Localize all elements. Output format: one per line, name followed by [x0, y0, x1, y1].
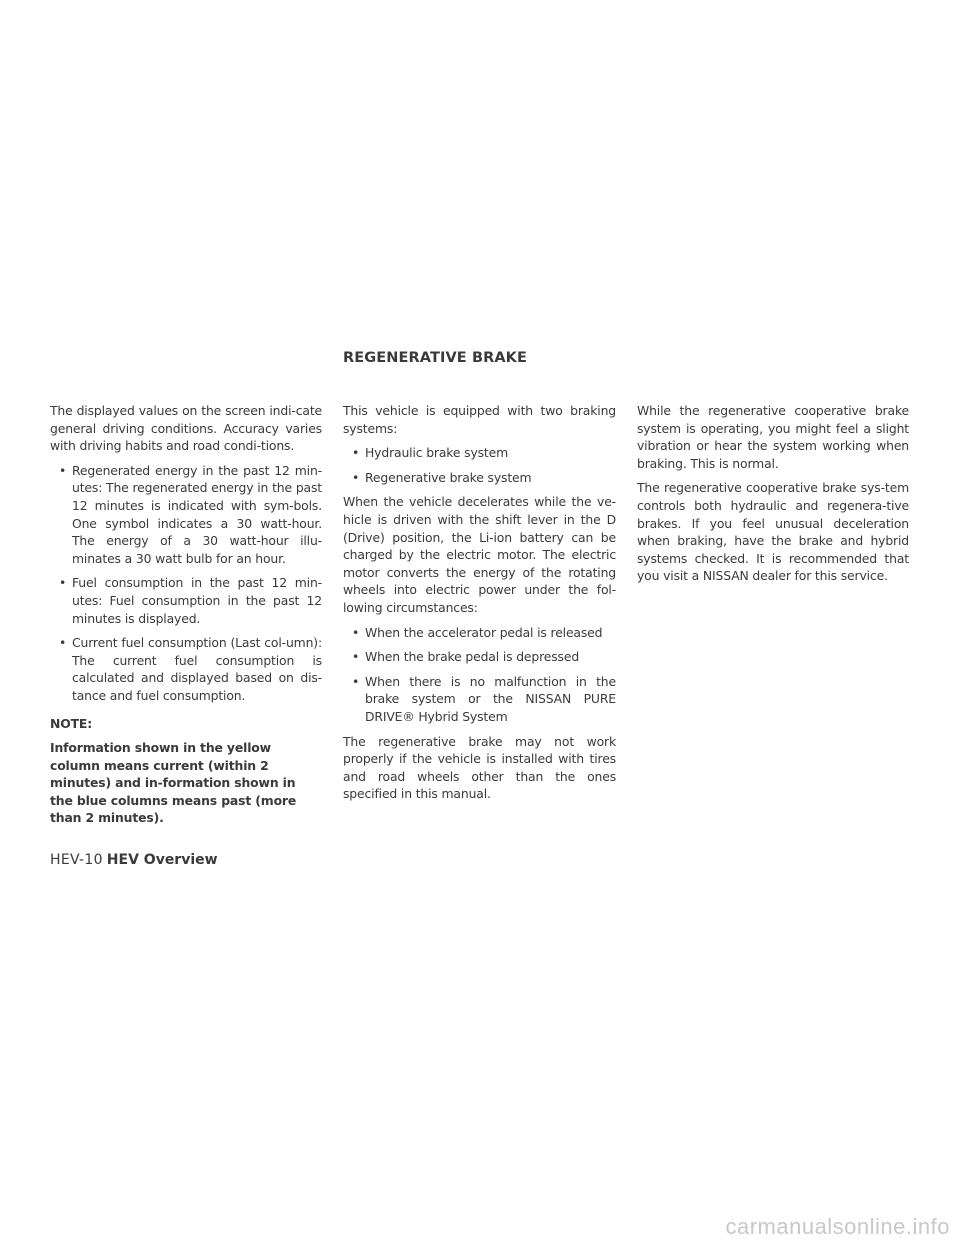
list-item [50, 462, 322, 568]
list-item-text: When there is no malfunction in the brake system or the NISSAN PURE DRIVE® Hybrid System [365, 673, 616, 724]
display-values-intro: The displayed values on the screen indi-cate general driving conditions. Accuracy varies with driving habits and road condi-tions. [50, 403, 322, 454]
list-item [343, 624, 616, 642]
tire-warning-paragraph: The regenerative brake may not work properly if the vehicle is installed with tires and road wheels other than the ones specified in this manual. [343, 733, 616, 802]
middle-column [343, 402, 616, 810]
watermark: carmanualsonline.info [725, 1214, 950, 1239]
right-column [637, 402, 909, 592]
braking-systems-intro: This vehicle is equipped with two braking systems: [343, 403, 616, 436]
bullet-icon: • [352, 445, 360, 461]
page-number: HEV-10 [50, 852, 103, 868]
list-item-text: When the accelerator pedal is released [365, 624, 603, 640]
list-item [343, 648, 616, 666]
list-item [50, 634, 322, 704]
bullet-icon: • [352, 673, 360, 689]
note-label: NOTE: [50, 715, 93, 731]
bullet-icon: • [352, 649, 360, 665]
list-item [343, 444, 616, 462]
bullet-icon: • [59, 575, 67, 591]
deceleration-paragraph: When the vehicle decelerates while the ve-hicle is driven with the shift lever in the D (Drive) position, the Li-ion battery can be charged by the electric motor. The electric motor converts the energy of the rotating wheels into electric power under the fol-lowing circumstances: [343, 494, 616, 615]
list-item [343, 469, 616, 487]
bullet-icon: • [352, 624, 360, 640]
cooperative-brake-paragraph: While the regenerative cooperative brake system is operating, you might feel a slight vibration or hear the system working when braking. This is normal. [637, 403, 909, 471]
section-title: REGENERATIVE BRAKE [343, 350, 528, 366]
list-item [343, 673, 616, 726]
list-item-text: Fuel consumption in the past 12 min-utes: Fuel consumption in the past 12 minutes is displayed. [72, 575, 322, 626]
page-footer [50, 852, 218, 868]
list-item-text: Hydraulic brake system [365, 445, 509, 461]
chapter-title: HEV Overview [106, 852, 218, 868]
left-column [50, 402, 322, 834]
bullet-icon: • [59, 635, 67, 651]
list-item-text: Current fuel consumption (Last col-umn): The current fuel consumption is calculated and displayed based on dis-tance and fuel consumption. [72, 635, 322, 703]
bullet-icon: • [352, 469, 360, 485]
brake-control-paragraph: The regenerative cooperative brake sys-tem controls both hydraulic and regenera-tive brakes. If you feel unusual deceleration when braking, have the brake and hybrid systems checked. It is recommended that you visit a NISSAN dealer for this service. [637, 480, 909, 584]
list-item-text: When the brake pedal is depressed [365, 649, 580, 665]
braking-systems-list [343, 444, 616, 486]
circumstances-list [343, 624, 616, 726]
list-item-text: Regenerative brake system [365, 469, 532, 485]
list-item-text: Regenerated energy in the past 12 min-utes: The regenerated energy in the past 12 minutes is indicated with sym-bols. One symbol indicates a 30 watt-hour. The energy of a 30 watt-hour illu-minates a 30 watt bulb for an hour. [72, 462, 322, 566]
bullet-icon: • [59, 462, 67, 478]
note-text: Information shown in the yellow column means current (within 2 minutes) and in-formation shown in the blue columns means past (more than 2 minutes). [50, 740, 297, 826]
display-values-list [50, 462, 322, 705]
list-item [50, 574, 322, 627]
